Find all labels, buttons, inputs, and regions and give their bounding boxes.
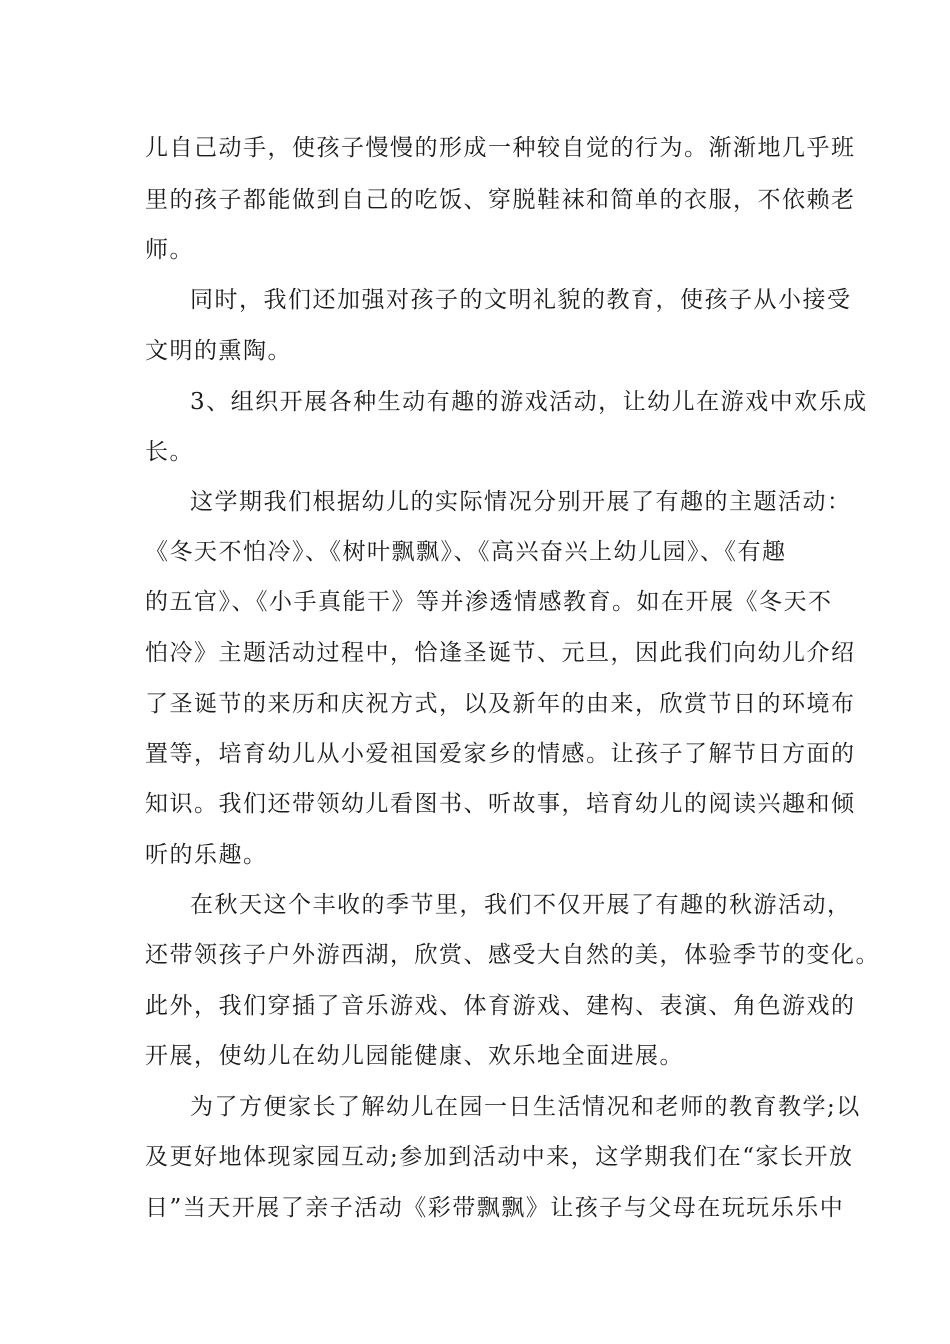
text-line: 知识。我们还带领幼儿看图书、听故事，培育幼儿的阅读兴趣和倾 <box>145 791 856 817</box>
text-line: 怕冷》主题活动过程中，恰逢圣诞节、元旦，因此我们向幼儿介绍 <box>145 640 856 666</box>
text-line: 里的孩子都能做到自己的吃饭、穿脱鞋袜和简单的衣服，不依赖老 <box>145 187 856 213</box>
text-line: 师。 <box>145 237 194 263</box>
text-line: 置等，培育幼儿从小爱祖国爱家乡的情感。让孩子了解节日方面的 <box>145 741 856 767</box>
text-line: 的五官》、《小手真能干》等并渗透情感教育。如在开展《冬天不 <box>145 589 833 615</box>
text-line: 日”当天开展了亲子活动《彩带飘飘》让孩子与父母在玩玩乐乐中 <box>145 1195 845 1221</box>
text-line: 这学期我们根据幼儿的实际情况分别开展了有趣的主题活动： <box>190 489 852 515</box>
text-line: 3、组织开展各种生动有趣的游戏活动，让幼儿在游戏中欢乐成 <box>190 389 868 415</box>
text-line: 同时，我们还加强对孩子的文明礼貌的教育，使孩子从小接受 <box>190 287 852 313</box>
text-line: 为了方便家长了解幼儿在园一日生活情况和老师的教育教学;以 <box>190 1094 861 1120</box>
text-line: 长。 <box>145 439 194 465</box>
text-line: 儿自己动手，使孩子慢慢的形成一种较自觉的行为。渐渐地几乎班 <box>145 135 856 161</box>
text-line: 听的乐趣。 <box>145 842 268 868</box>
text-line: 在秋天这个丰收的季节里，我们不仅开展了有趣的秋游活动， <box>190 892 852 918</box>
text-line: 了圣诞节的来历和庆祝方式，以及新年的由来，欣赏节日的环境布 <box>145 691 856 717</box>
text-line: 《冬天不怕冷》、《树叶飘飘》、《高兴奋兴上幼儿园》、《有趣 <box>145 539 787 565</box>
text-line: 及更好地体现家园互动;参加到活动中来，这学期我们在“家长开放 <box>145 1144 854 1170</box>
text-line: 还带领孩子户外游西湖，欣赏、感受大自然的美，体验季节的变化。 <box>145 942 880 968</box>
text-line: 此外，我们穿插了音乐游戏、体育游戏、建构、表演、角色游戏的 <box>145 993 856 1019</box>
text-line: 文明的熏陶。 <box>145 338 292 364</box>
text-line: 开展，使幼儿在幼儿园能健康、欢乐地全面进展。 <box>145 1043 684 1069</box>
